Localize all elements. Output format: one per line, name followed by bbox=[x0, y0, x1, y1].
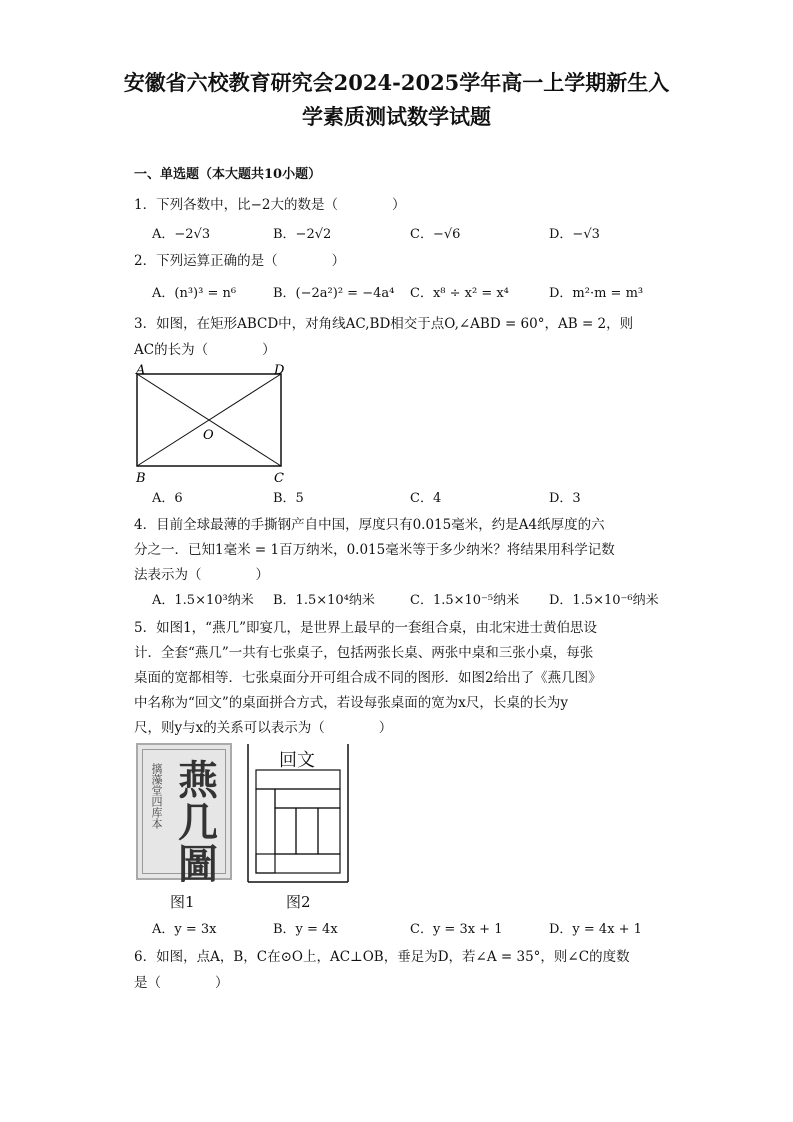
vertex-label-c: C bbox=[274, 471, 284, 486]
q5-option-b[interactable]: B．y = 4x bbox=[273, 922, 338, 937]
rectangle-abcd-figure bbox=[128, 362, 298, 486]
q5-stem-line2: 计．全套“燕几”一共有七张桌子，包括两张长桌、两张中桌和三张小桌，每张 bbox=[134, 645, 594, 661]
q2-option-b[interactable]: B．(−2a²)² = −4a⁴ bbox=[273, 286, 395, 301]
q5-option-c[interactable]: C．y = 3x + 1 bbox=[410, 922, 503, 937]
q4-option-d[interactable]: D．1.5×10⁻⁶纳米 bbox=[549, 593, 659, 608]
vertex-label-d: D bbox=[274, 363, 285, 378]
q2-option-c[interactable]: C．x⁸ ÷ x² = x⁴ bbox=[410, 286, 509, 301]
q5-stem-line4: 中名称为“回文”的桌面拼合方式，若设每张桌面的宽为x尺，长桌的长为y bbox=[134, 695, 569, 711]
q5-stem-line1: 5．如图1，“燕几”即宴几，是世界上最早的一套组合桌，由北宋进士黄伯思设 bbox=[134, 620, 597, 636]
q1-stem: 1．下列各数中，比−2大的数是（ ） bbox=[134, 197, 406, 213]
section-heading: 一、单选题（本大题共10小题） bbox=[134, 167, 322, 182]
vertex-label-b: B bbox=[136, 471, 146, 486]
q6-stem-line2: 是（ ） bbox=[134, 975, 229, 991]
figure2-table-layout bbox=[247, 743, 349, 883]
q3-stem-line2: AC的长为（ ） bbox=[134, 342, 276, 358]
q5-stem-line3: 桌面的宽都相等．七张桌面分开可组合成不同的图形．如图2给出了《燕几图》 bbox=[134, 670, 602, 686]
q5-stem-line5: 尺，则y与x的关系可以表示为（ ） bbox=[134, 720, 393, 736]
q1-option-d[interactable]: D．−√3 bbox=[549, 227, 600, 242]
figure2-caption: 图2 bbox=[286, 893, 311, 911]
vertex-label-a: A bbox=[136, 363, 146, 378]
page-title-line2: 学素质测试数学试题 bbox=[302, 104, 491, 129]
q1-option-c[interactable]: C．−√6 bbox=[410, 227, 461, 242]
q1-option-a[interactable]: A．−2√3 bbox=[152, 227, 211, 242]
q6-stem-line1: 6．如图，点A，B，C在⊙O上，AC⊥OB，垂足为D，若∠A = 35°，则∠C的度数 bbox=[134, 949, 630, 965]
q3-stem-line1: 3．如图，在矩形ABCD中，对角线AC,BD相交于点O,∠ABD = 60°，AB = 2，则 bbox=[134, 316, 634, 332]
q3-option-d[interactable]: D．3 bbox=[549, 491, 581, 506]
figure2-title: 回文 bbox=[279, 750, 315, 771]
q2-option-a[interactable]: A．(n³)³ = n⁶ bbox=[152, 286, 237, 301]
figure1-char-tu: 圖 bbox=[178, 841, 218, 888]
q4-stem-line3: 法表示为（ ） bbox=[134, 567, 269, 583]
page-title-line1: 安徽省六校教育研究会2024-2025学年高一上学期新生入 bbox=[123, 70, 670, 95]
center-label-o: O bbox=[203, 428, 214, 443]
figure1-char-ji: 几 bbox=[178, 799, 218, 846]
figure1-cover-image bbox=[136, 743, 232, 888]
q2-stem: 2．下列运算正确的是（ ） bbox=[134, 253, 346, 269]
q4-option-a[interactable]: A．1.5×10³纳米 bbox=[152, 593, 254, 608]
q1-option-b[interactable]: B．−2√2 bbox=[273, 227, 332, 242]
q4-stem-line1: 4．目前全球最薄的手撕钢产自中国，厚度只有0.015毫米，约是A4纸厚度的六 bbox=[134, 517, 605, 533]
q3-option-b[interactable]: B．5 bbox=[273, 491, 304, 506]
figure1-char-yan: 燕 bbox=[178, 757, 218, 804]
figure1-caption: 图1 bbox=[170, 893, 195, 911]
q3-option-a[interactable]: A．6 bbox=[152, 491, 183, 506]
q4-stem-line2: 分之一．已知1毫米 = 1百万纳米，0.015毫米等于多少纳米？将结果用科学记数 bbox=[134, 542, 615, 558]
q4-option-c[interactable]: C．1.5×10⁻⁵纳米 bbox=[410, 593, 520, 608]
q2-option-d[interactable]: D．m²·m = m³ bbox=[549, 286, 644, 301]
q5-option-d[interactable]: D．y = 4x + 1 bbox=[549, 922, 642, 937]
q5-option-a[interactable]: A．y = 3x bbox=[152, 922, 217, 937]
figure1-small-text: 摛藻堂四库本 bbox=[150, 763, 163, 829]
q4-option-b[interactable]: B．1.5×10⁴纳米 bbox=[273, 593, 375, 608]
q3-option-c[interactable]: C．4 bbox=[410, 491, 442, 506]
